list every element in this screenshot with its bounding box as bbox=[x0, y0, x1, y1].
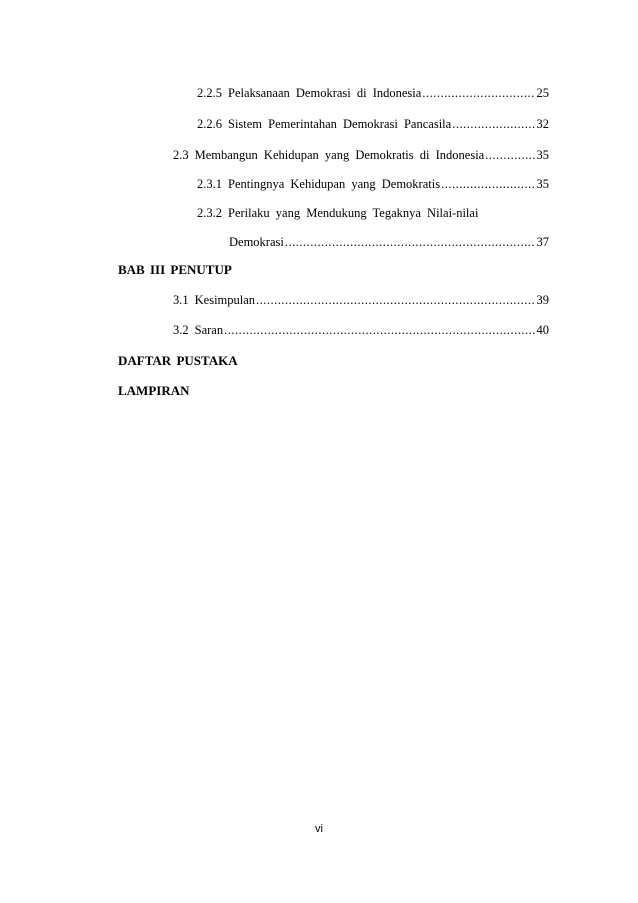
entry-title-continued: Demokrasi bbox=[229, 235, 284, 249]
chapter-heading-bab-iii: BAB III PENUTUP bbox=[118, 262, 232, 277]
entry-page: 32 bbox=[536, 117, 549, 131]
toc-entry-2-3-2-line1 bbox=[197, 206, 549, 221]
entry-title: Membangun Kehidupan yang Demokratis di Indonesia bbox=[194, 148, 485, 162]
toc-entry-3-1 bbox=[173, 293, 549, 308]
leader-dots bbox=[256, 293, 534, 308]
entry-title: Saran bbox=[194, 323, 224, 337]
leader-dots bbox=[285, 235, 535, 250]
heading-daftar-pustaka: DAFTAR PUSTAKA bbox=[118, 353, 238, 368]
entry-number: 3.1 bbox=[173, 293, 189, 307]
entry-number: 2.2.5 bbox=[197, 86, 222, 100]
entry-number: 3.2 bbox=[173, 323, 189, 337]
toc-entry-3-2 bbox=[173, 323, 549, 338]
entry-page: 25 bbox=[536, 86, 549, 100]
leader-dots bbox=[422, 86, 534, 101]
entry-number: 2.3.1 bbox=[197, 177, 222, 191]
leader-dots bbox=[452, 117, 534, 132]
toc-entry-2-3-2-line2 bbox=[229, 235, 549, 250]
entry-title: Perilaku yang Mendukung Tegaknya Nilai-nilai bbox=[228, 206, 479, 220]
toc-entry-2-3 bbox=[173, 148, 549, 163]
leader-dots bbox=[441, 177, 534, 192]
entry-title: Pelaksanaan Demokrasi di Indonesia bbox=[228, 86, 422, 100]
page-number: vi bbox=[315, 823, 323, 835]
entry-page: 39 bbox=[536, 293, 549, 307]
entry-page: 40 bbox=[536, 323, 549, 337]
entry-number: 2.3 bbox=[173, 148, 189, 162]
toc-entry-2-2-6 bbox=[197, 117, 549, 132]
entry-title: Kesimpulan bbox=[194, 293, 256, 307]
heading-lampiran: LAMPIRAN bbox=[118, 383, 190, 398]
entry-page: 35 bbox=[536, 148, 549, 162]
entry-number: 2.3.2 bbox=[197, 206, 222, 220]
entry-title: Pentingnya Kehidupan yang Demokratis bbox=[228, 177, 441, 191]
leader-dots bbox=[224, 323, 534, 338]
entry-title: Sistem Pemerintahan Demokrasi Pancasila bbox=[228, 117, 452, 131]
toc-entry-2-2-5 bbox=[197, 86, 549, 101]
leader-dots bbox=[485, 148, 534, 163]
entry-page: 35 bbox=[536, 177, 549, 191]
entry-page: 37 bbox=[536, 235, 549, 249]
entry-number: 2.2.6 bbox=[197, 117, 222, 131]
toc-entry-2-3-1 bbox=[197, 177, 549, 192]
